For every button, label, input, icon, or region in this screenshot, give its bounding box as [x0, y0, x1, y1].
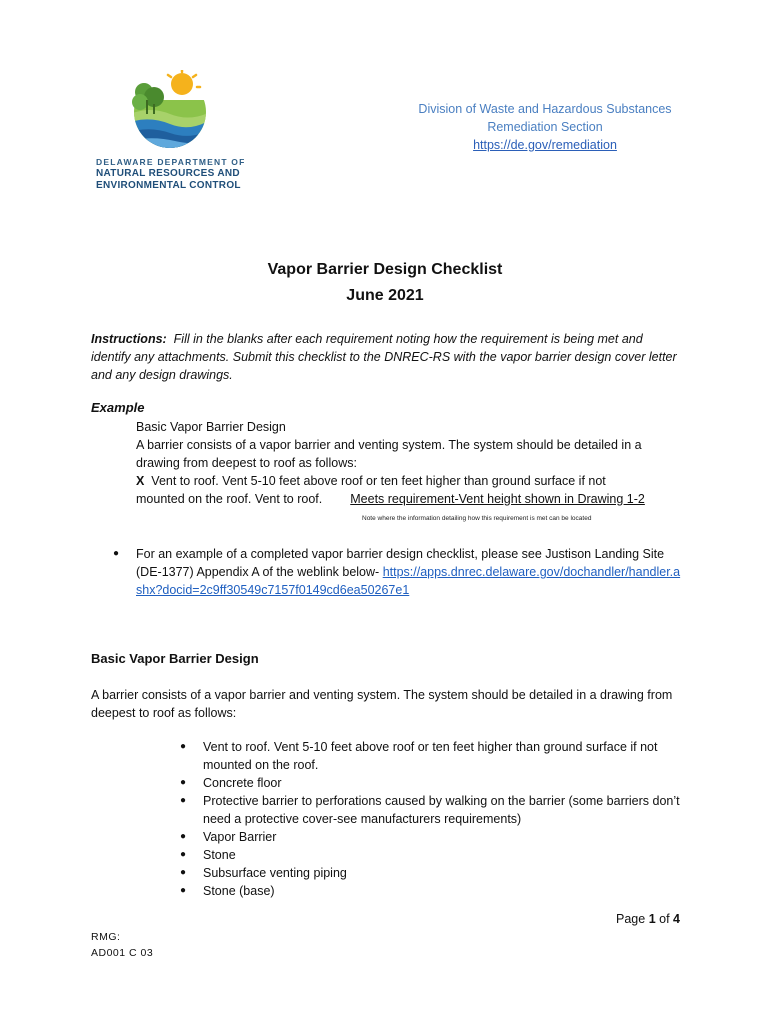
- example-requirement-line-1: [136, 472, 681, 490]
- instructions: [91, 330, 681, 384]
- document-date: June 2021: [346, 287, 424, 304]
- footer-line-1: RMG:: [91, 931, 121, 943]
- list-item-text: Vapor Barrier: [203, 830, 277, 844]
- agency-name: [96, 156, 256, 192]
- division-name: Division of Waste and Hazardous Substances: [418, 102, 672, 116]
- page-number: [600, 912, 680, 926]
- bullet-icon: ●: [180, 795, 187, 806]
- instructions-text: Fill in the blanks after each requirement noting how the requirement is being met and identify any attachments. Submit this checklist to the DNREC-RS with the vapor barrier design cover letter and any design drawings.: [91, 332, 677, 382]
- page-current: 1: [648, 912, 656, 926]
- bullet-icon: ●: [180, 849, 187, 860]
- dnrec-emblem-icon: [130, 70, 210, 150]
- example-req-text-1: Vent to roof. Vent 5-10 feet above roof or ten feet higher than ground surface if not: [151, 474, 606, 488]
- example-bullet: [113, 545, 683, 599]
- agency-line-1: DELAWARE DEPARTMENT OF: [96, 157, 246, 167]
- footer: [91, 929, 153, 961]
- example-description: A barrier consists of a vapor barrier and venting system. The system should be detailed in a drawing from deepest to roof as follows:: [136, 438, 642, 470]
- section-name: Remediation Section: [487, 120, 603, 134]
- list-item: [180, 792, 685, 828]
- example-block: [136, 418, 681, 508]
- page-label: Page: [616, 912, 646, 926]
- list-item-text: Subsurface venting piping: [203, 866, 347, 880]
- list-item-text: Concrete floor: [203, 776, 282, 790]
- example-weblink[interactable]: https://apps.dnrec.delaware.gov/dochandler/handler.ashx?docid=2c9ff30549c7157f0149cd6ea50267e1: [136, 565, 681, 597]
- example-heading: Example: [91, 400, 145, 415]
- section-heading: Basic Vapor Barrier Design: [91, 651, 259, 666]
- bullet-icon: ●: [180, 777, 187, 788]
- bullet-icon: ●: [180, 831, 187, 842]
- bullet-icon: ●: [180, 885, 187, 896]
- agency-line-3: ENVIRONMENTAL CONTROL: [96, 180, 241, 191]
- document-title: Vapor Barrier Design Checklist: [267, 261, 503, 278]
- bullet-icon: ●: [180, 867, 187, 878]
- list-item: [180, 882, 685, 900]
- list-item: [180, 738, 685, 774]
- agency-line-2: NATURAL RESOURCES AND: [96, 168, 240, 179]
- list-item: [180, 864, 685, 882]
- example-req-text-2: mounted on the roof. Vent to roof.: [136, 492, 323, 506]
- bullet-icon: ●: [113, 548, 120, 559]
- example-requirement-line-2: [136, 490, 681, 508]
- list-item-text: Protective barrier to perforations caused by walking on the barrier (some barriers don’t need a protective cover-see manufacturers requirements): [203, 794, 680, 826]
- footer-line-2: AD001 C 03: [91, 947, 154, 959]
- list-item: [180, 828, 685, 846]
- example-check-mark: X: [136, 474, 145, 488]
- page-of: of: [659, 912, 670, 926]
- page-total: 4: [673, 912, 680, 926]
- list-item: [180, 774, 685, 792]
- instructions-label: Instructions:: [91, 332, 167, 346]
- division-header: [405, 100, 685, 154]
- section-paragraph: A barrier consists of a vapor barrier and venting system. The system should be detailed in a drawing from deepest to roof as follows:: [91, 688, 673, 720]
- list-item: [180, 846, 685, 864]
- example-title: Basic Vapor Barrier Design: [136, 420, 286, 434]
- bullet-icon: ●: [180, 741, 187, 752]
- list-item-text: Stone (base): [203, 884, 275, 898]
- example-bullet-text: For an example of a completed vapor barrier design checklist, please see Justison Landing Site (DE-1377) Appendix A of the weblink below-: [136, 547, 665, 579]
- list-item-text: Vent to roof. Vent 5-10 feet above roof or ten feet higher than ground surface if not mounted on the roof.: [203, 740, 658, 772]
- example-met-answer: Meets requirement-Vent height shown in Drawing 1-2: [350, 492, 645, 506]
- remediation-link[interactable]: https://de.gov/remediation: [473, 138, 617, 152]
- list-item-text: Stone: [203, 848, 236, 862]
- example-note: Note where the information detailing how this requirement is met can be located: [362, 515, 592, 522]
- requirements-list: [180, 738, 685, 900]
